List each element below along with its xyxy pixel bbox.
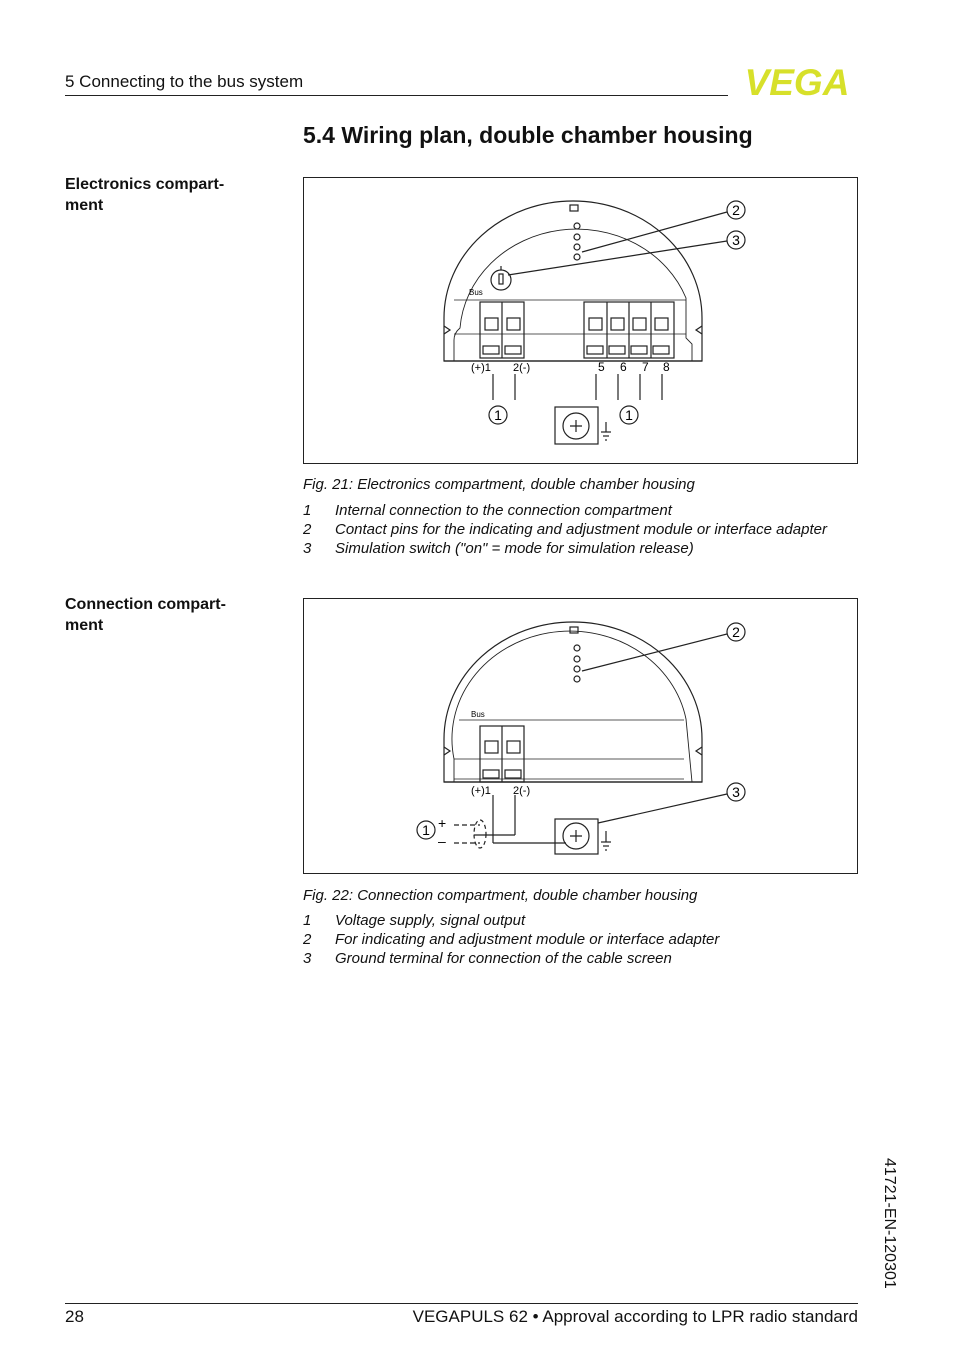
- plus-sign: +: [438, 815, 447, 831]
- callout-number: 2: [732, 624, 740, 640]
- contact-pin: [574, 666, 580, 672]
- legend-item: 3 Ground terminal for connection of the cable screen: [303, 950, 672, 967]
- callout-number: 3: [732, 784, 740, 800]
- terminal-number: 7: [642, 360, 649, 374]
- cable-screen: [474, 820, 486, 848]
- contact-pin: [574, 645, 580, 651]
- electronics-diagram: [304, 178, 857, 463]
- legend-item: 1 Voltage supply, signal output: [303, 912, 526, 929]
- legend-item: 1 Internal connection to the connection compartment: [303, 502, 672, 519]
- contact-pin: [574, 676, 580, 682]
- callout-number: 1: [625, 407, 633, 423]
- svg-text:VEGA: VEGA: [744, 64, 850, 98]
- figure-22-caption: Fig. 22: Connection compartment, double chamber housing: [303, 887, 698, 904]
- contact-pin: [574, 234, 580, 240]
- connection-heading: Connection compart- ment: [65, 596, 226, 634]
- page-number: 28: [65, 1307, 84, 1326]
- terminal-number: 5: [598, 360, 605, 374]
- callout-number: 1: [422, 822, 430, 838]
- figure-21-electronics: [303, 177, 858, 464]
- bus-label: Bus: [469, 288, 483, 297]
- callout-number: 1: [494, 407, 502, 423]
- figure-22-legend: [303, 911, 719, 968]
- footer-title: VEGAPULS 62 • Approval according to LPR radio standard: [412, 1307, 858, 1326]
- header-rule: [65, 95, 728, 96]
- contact-pin: [574, 656, 580, 662]
- legend-item: 2 For indicating and adjustment module or interface adapter: [303, 931, 720, 948]
- housing-outer: [444, 201, 702, 361]
- terminal-number: 6: [620, 360, 627, 374]
- legend-item: 2 Contact pins for the indicating and adjustment module or interface adapter: [303, 521, 827, 538]
- terminal-label: 2(-): [513, 362, 531, 374]
- section-title: 5.4 Wiring plan, double chamber housing: [303, 122, 753, 148]
- legend-item: 3 Simulation switch ("on" = mode for simulation release): [303, 540, 694, 557]
- callout-number: 2: [732, 202, 740, 218]
- simulation-switch-icon: [491, 270, 511, 290]
- figure-22-connection: [303, 598, 858, 874]
- housing-outer: [444, 622, 702, 782]
- footer-rule: [65, 1303, 858, 1304]
- bus-label: Bus: [471, 710, 485, 719]
- figure-21-legend: [303, 501, 827, 558]
- running-header: 5 Connecting to the bus system: [65, 72, 304, 91]
- terminal-screw: [507, 318, 520, 330]
- terminal-label: (+)1: [471, 362, 491, 374]
- vega-logo: [735, 64, 859, 98]
- connection-diagram: [304, 599, 857, 873]
- terminal-label: (+)1: [471, 785, 491, 797]
- contact-pin: [574, 244, 580, 250]
- housing-inner: [454, 229, 692, 361]
- callout-number: 3: [732, 232, 740, 248]
- terminal-number: 8: [663, 360, 670, 374]
- document-number: 41721-EN-120301: [881, 1158, 898, 1289]
- electronics-heading: Electronics compart- ment: [65, 176, 225, 214]
- contact-pin: [574, 223, 580, 229]
- figure-21-caption: Fig. 21: Electronics compartment, double chamber housing: [303, 476, 695, 493]
- terminal-screw: [485, 318, 498, 330]
- minus-sign: –: [438, 833, 446, 849]
- contact-pin: [574, 254, 580, 260]
- terminal-label: 2(-): [513, 785, 531, 797]
